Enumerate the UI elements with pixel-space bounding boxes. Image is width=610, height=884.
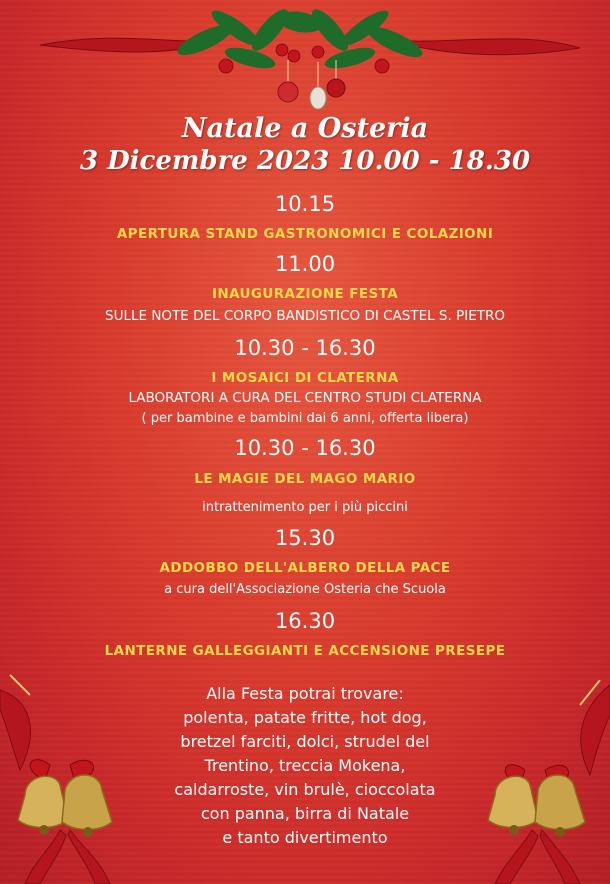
schedule-event: LANTERNE GALLEGGIANTI E ACCENSIONE PRESEPE <box>104 643 506 659</box>
bell-icon <box>450 680 610 884</box>
event-title: Natale a Osteria <box>181 113 429 144</box>
schedule-time: 11.00 <box>274 252 336 276</box>
schedule-time: 10.15 <box>274 192 336 216</box>
schedule-description: LABORATORI A CURA DEL CENTRO STUDI CLATERNA <box>128 390 482 406</box>
food-note-line: caldarroste, vin brulè, cioccolata <box>174 780 436 799</box>
schedule-time: 15.30 <box>274 526 336 550</box>
food-note-line: bretzel farciti, dolci, strudel del <box>180 732 430 751</box>
food-note-line: polenta, patate fritte, hot dog, <box>183 708 427 727</box>
schedule-description: SULLE NOTE DEL CORPO BANDISTICO DI CASTEL S. PIETRO <box>105 308 505 324</box>
schedule-event: APERTURA STAND GASTRONOMICI E COLAZIONI <box>116 226 494 242</box>
schedule-event: LE MAGIE DEL MAGO MARIO <box>194 471 416 487</box>
schedule-time: 10.30 - 16.30 <box>234 336 376 360</box>
schedule-description-note: ( per bambine e bambini dai 6 anni, offerta libera) <box>141 411 469 426</box>
food-note-line: con panna, birra di Natale <box>200 804 410 823</box>
schedule-event: INAUGURAZIONE FESTA <box>211 286 399 302</box>
bell-icon <box>0 670 160 884</box>
event-date: 3 Dicembre 2023 10.00 - 18.30 <box>79 146 531 176</box>
schedule-time: 10.30 - 16.30 <box>234 436 376 460</box>
food-note-line: e tanto divertimento <box>222 828 388 847</box>
schedule-event: I MOSAICI DI CLATERNA <box>211 370 399 386</box>
schedule-description: a cura dell'Associazione Osteria che Scuola <box>164 582 446 597</box>
schedule-event: ADDOBBO DELL'ALBERO DELLA PACE <box>159 560 451 576</box>
schedule-description: intrattenimento per i più piccini <box>202 500 408 515</box>
schedule-time: 16.30 <box>274 609 336 633</box>
holly-garland-icon <box>0 0 610 120</box>
food-note-line: Alla Festa potrai trovare: <box>206 684 404 703</box>
food-note-line: Trentino, treccia Mokena, <box>204 756 406 775</box>
